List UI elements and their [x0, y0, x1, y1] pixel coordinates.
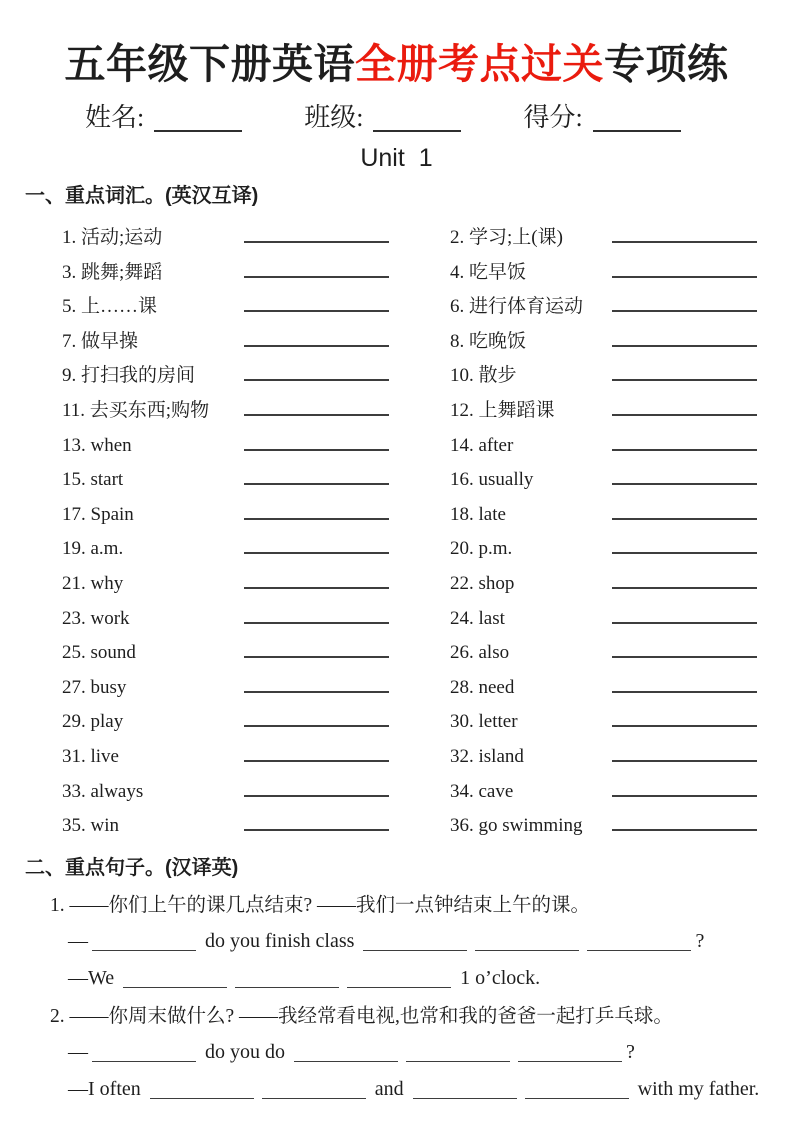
- page-title-part-2: 专项练: [604, 41, 729, 87]
- vocab-answer-blank: [244, 776, 389, 797]
- vocab-item: [62, 394, 450, 429]
- vocab-item: [62, 809, 450, 844]
- vocab-answer-blank: [244, 326, 389, 347]
- vocab-answer-blank: [612, 533, 757, 554]
- vocab-answer-blank: [244, 741, 389, 762]
- vocab-answer-blank: [244, 257, 389, 278]
- vocab-answer-blank: [612, 291, 757, 312]
- em-dash: —: [68, 1040, 88, 1063]
- sentence-1-chinese: 1. ——你们上午的课几点结束? ——我们一点钟结束上午的课。: [50, 894, 591, 916]
- name-label: 姓名:: [85, 103, 145, 132]
- vocab-item-label: 11. 去买东西;购物: [62, 399, 210, 421]
- vocab-item: [450, 325, 780, 360]
- page-title-part-1: 五年级下册英语: [64, 41, 355, 87]
- class-answer-blank: [373, 104, 461, 132]
- vocab-item: [450, 498, 780, 533]
- vocab-item: [450, 705, 780, 740]
- page-title-highlight: 全册考点过关: [355, 41, 604, 87]
- answer-blank: [475, 930, 579, 951]
- vocab-item: [62, 740, 450, 775]
- vocab-item: [450, 532, 780, 567]
- answer-blank: [406, 1041, 510, 1062]
- answer-blank: [92, 1041, 196, 1062]
- sentence-2-answer-line: [68, 1077, 793, 1102]
- vocab-answer-blank: [244, 222, 389, 243]
- vocab-answer-blank: [244, 464, 389, 485]
- unit-heading: Unit 1: [360, 144, 433, 172]
- answer-blank: [150, 1078, 254, 1099]
- name-answer-blank: [154, 104, 242, 132]
- vocab-item: [62, 671, 450, 706]
- vocab-answer-blank: [612, 672, 757, 693]
- class-field-group: [304, 104, 461, 132]
- vocab-item: [62, 498, 450, 533]
- vocab-item-label: 30. letter: [450, 711, 518, 733]
- vocab-item-label: 21. why: [62, 572, 124, 594]
- section-1-heading: 一、重点词汇。(英汉互译): [25, 185, 259, 207]
- sentence-1-question-text: do you finish class: [205, 929, 355, 952]
- section-2-heading: 二、重点句子。(汉译英): [25, 856, 239, 879]
- vocab-item: [450, 567, 780, 602]
- vocab-answer-blank: [612, 776, 757, 797]
- vocab-answer-blank: [244, 603, 389, 624]
- vocab-item: [62, 636, 450, 671]
- sentence-1-answer-start: —We: [68, 966, 115, 989]
- vocab-item: [62, 429, 450, 464]
- vocab-item-label: 24. last: [450, 607, 505, 629]
- vocab-item-label: 36. go swimming: [450, 815, 583, 837]
- vocab-item-label: 29. play: [62, 711, 124, 733]
- vocab-answer-blank: [612, 326, 757, 347]
- vocab-item: [450, 671, 780, 706]
- vocab-answer-blank: [244, 533, 389, 554]
- vocab-item: [62, 325, 450, 360]
- vocab-item: [450, 740, 780, 775]
- vocab-item: [62, 290, 450, 325]
- vocab-item-label: 7. 做早操: [62, 330, 139, 352]
- sentence-1-question-line: [68, 929, 793, 954]
- vocab-item: [450, 290, 780, 325]
- vocab-item-label: 4. 吃早饭: [450, 261, 527, 283]
- vocab-item: [450, 359, 780, 394]
- vocab-item-label: 16. usually: [450, 469, 534, 491]
- vocab-answer-blank: [612, 222, 757, 243]
- vocab-item: [450, 256, 780, 291]
- vocab-item-label: 22. shop: [450, 572, 515, 594]
- answer-blank: [347, 967, 451, 988]
- vocab-answer-blank: [244, 395, 389, 416]
- vocab-item-label: 5. 上……课: [62, 296, 158, 318]
- vocab-item: [450, 602, 780, 637]
- vocab-item: [62, 221, 450, 256]
- vocab-item: [62, 532, 450, 567]
- vocab-item-label: 33. always: [62, 780, 144, 802]
- answer-blank: [518, 1041, 622, 1062]
- vocab-item: [450, 775, 780, 810]
- vocab-item-label: 27. busy: [62, 676, 127, 698]
- vocab-item: [450, 636, 780, 671]
- sentence-2-question-text: do you do: [205, 1040, 285, 1063]
- vocab-item-label: 19. a.m.: [62, 538, 124, 560]
- answer-blank: [123, 967, 227, 988]
- vocab-item: [62, 256, 450, 291]
- score-field-group: [523, 104, 680, 132]
- score-answer-blank: [593, 104, 681, 132]
- vocab-item: [450, 809, 780, 844]
- vocab-item-label: 17. Spain: [62, 503, 134, 525]
- vocab-item: [450, 394, 780, 429]
- vocab-item-label: 10. 散步: [450, 365, 517, 387]
- question-mark: ?: [626, 1040, 635, 1063]
- student-info-row: [85, 104, 793, 132]
- class-label: 班级:: [304, 103, 364, 132]
- vocab-item-label: 25. sound: [62, 642, 136, 664]
- vocab-answer-blank: [612, 810, 757, 831]
- vocab-answer-blank: [612, 395, 757, 416]
- vocab-answer-blank: [612, 257, 757, 278]
- em-dash: —: [68, 929, 88, 952]
- vocab-item: [62, 359, 450, 394]
- answer-blank: [363, 930, 467, 951]
- vocab-answer-blank: [244, 810, 389, 831]
- vocab-item: [62, 705, 450, 740]
- question-mark: ?: [695, 929, 705, 952]
- answer-blank: [235, 967, 339, 988]
- vocab-item: [62, 775, 450, 810]
- vocab-item-label: 1. 活动;运动: [62, 227, 163, 248]
- vocab-answer-blank: [244, 360, 389, 381]
- sentence-2-answer-start: —I often: [68, 1077, 141, 1100]
- vocab-item: [450, 463, 780, 498]
- vocab-item: [62, 463, 450, 498]
- vocab-answer-blank: [244, 706, 389, 727]
- sentence-2-chinese: 2. ——你周末做什么? ——我经常看电视,也常和我的爸爸一起打乒乓球。: [50, 1005, 673, 1027]
- vocab-answer-blank: [244, 430, 389, 451]
- vocab-item-label: 31. live: [62, 745, 119, 767]
- vocab-item-label: 8. 吃晚饭: [450, 330, 527, 352]
- vocab-item-label: 18. late: [450, 503, 506, 525]
- vocab-item: [62, 567, 450, 602]
- sentence-1-answer-end: 1 o’clock.: [460, 966, 541, 989]
- vocab-answer-blank: [612, 603, 757, 624]
- vocab-answer-blank: [244, 499, 389, 520]
- answer-blank: [262, 1078, 366, 1099]
- vocab-answer-blank: [612, 430, 757, 451]
- sentence-2-answer-mid: and: [374, 1077, 404, 1100]
- vocab-item-label: 9. 打扫我的房间: [62, 365, 196, 387]
- vocab-answer-blank: [244, 568, 389, 589]
- page-title: [0, 42, 793, 86]
- vocab-item-label: 35. win: [62, 815, 119, 837]
- name-field-group: [85, 104, 242, 132]
- vocab-item: [62, 602, 450, 637]
- answer-blank: [294, 1041, 398, 1062]
- vocab-item-label: 34. cave: [450, 780, 514, 802]
- vocab-item-label: 2. 学习;上(课): [450, 227, 563, 248]
- vocab-answer-blank: [612, 706, 757, 727]
- sentence-2-answer-end: with my father.: [637, 1077, 760, 1100]
- sentence-2-question-line: [68, 1040, 793, 1065]
- answer-blank: [413, 1078, 517, 1099]
- sentence-1-answer-line: [68, 966, 793, 991]
- vocab-answer-blank: [612, 568, 757, 589]
- answer-blank: [525, 1078, 629, 1099]
- vocab-item-label: 15. start: [62, 469, 124, 491]
- vocab-answer-blank: [612, 637, 757, 658]
- score-label: 得分:: [523, 103, 583, 132]
- vocab-answer-blank: [244, 637, 389, 658]
- vocab-answer-blank: [244, 291, 389, 312]
- vocab-item-label: 12. 上舞蹈课: [450, 399, 555, 421]
- vocab-item: [450, 221, 780, 256]
- vocab-item-label: 20. p.m.: [450, 538, 513, 560]
- vocab-list: [62, 221, 793, 844]
- vocab-item-label: 14. after: [450, 434, 514, 456]
- answer-blank: [92, 930, 196, 951]
- vocab-answer-blank: [612, 464, 757, 485]
- vocab-item-label: 3. 跳舞;舞蹈: [62, 261, 163, 283]
- vocab-item-label: 6. 进行体育运动: [450, 296, 584, 318]
- vocab-item: [450, 429, 780, 464]
- answer-blank: [587, 930, 691, 951]
- vocab-item-label: 32. island: [450, 745, 524, 767]
- vocab-answer-blank: [612, 741, 757, 762]
- vocab-answer-blank: [244, 672, 389, 693]
- vocab-item-label: 23. work: [62, 607, 130, 629]
- vocab-answer-blank: [612, 499, 757, 520]
- vocab-answer-blank: [612, 360, 757, 381]
- vocab-item-label: 13. when: [62, 434, 132, 456]
- vocab-item-label: 26. also: [450, 642, 510, 664]
- vocab-item-label: 28. need: [450, 676, 515, 698]
